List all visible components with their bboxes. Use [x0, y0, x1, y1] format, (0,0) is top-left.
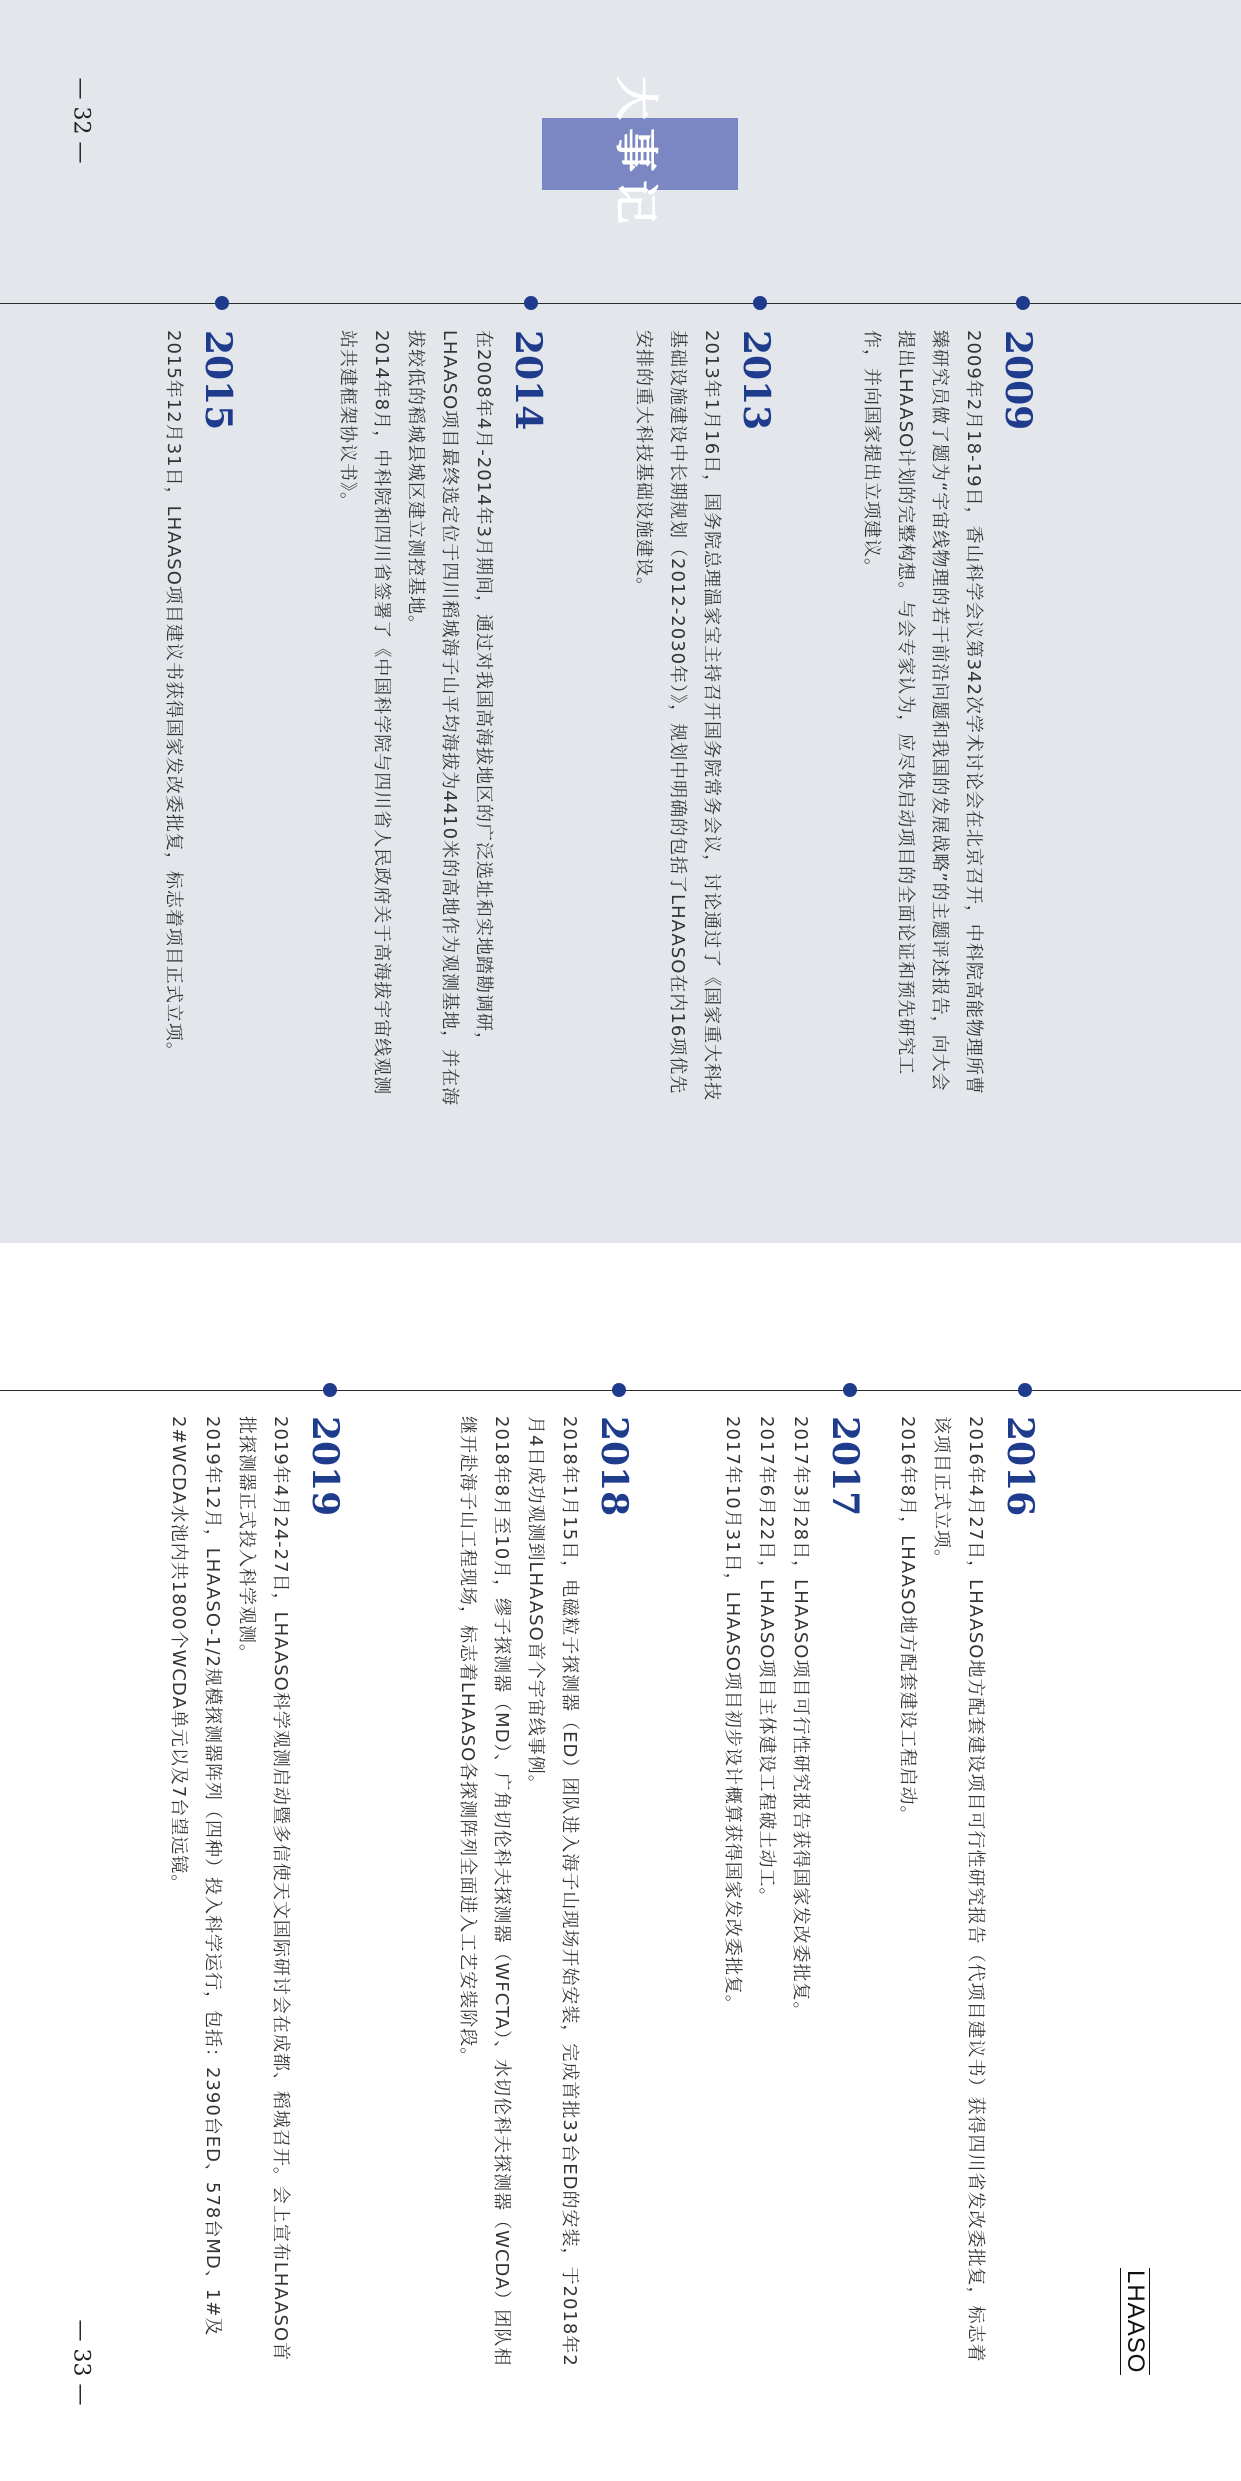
event-year: 2018 — [593, 1416, 635, 1517]
event-2014 — [330, 330, 552, 1110]
event-text: 2009年2月18-19日，香山科学会议第342次学术讨论会在北京召开，中科院高能物理所曹臻研究员做了题为“宇宙线物理的若干前沿问题和我国的发展战略”的主题评述报告，向大会提出LHAASO计划的完整构想。与会专家认为，应尽快启动项目的全面论证和预先研究工作，并向国家提出立项建议。 — [861, 330, 984, 1095]
timeline-dot — [843, 1383, 857, 1397]
event-year: 2016 — [999, 1416, 1041, 1517]
event-year: 2009 — [997, 330, 1039, 431]
event-text: 2013年1月16日，国务院总理温家宝主持召开国务院常务会议，讨论通过了《国家重大科技基础设施建设中长期规划（2012-2030年）》，规划中明确的包括了LHAASO在内16项优先安排的重大科技基础设施建设。 — [633, 330, 722, 1102]
event-2013 — [626, 330, 780, 1110]
event-text: 2019年4月24-27日，LHAASO科学观测启动暨多信使天文国际研讨会在成都、稻城召开。会上宣布LHAASO首批探测器正式投入科学观测。 — [236, 1416, 291, 2362]
section-title: 大事记 — [610, 76, 661, 232]
timeline-top — [0, 303, 1241, 304]
event-text: 2017年10月31日，LHAASO项目初步设计概算获得国家发改委批复。 — [722, 1416, 743, 2014]
page-number-bottom: — 33 — — [68, 2319, 94, 2406]
event-text: 2019年12月，LHAASO-1/2规模探测器阵列（四种）投入科学运行，包括：2390台ED、578台MD、1#及2#WCDA水池内共1800个WCDA单元以及7台望远镜。 — [168, 1416, 223, 2337]
event-year: 2013 — [735, 330, 777, 431]
event-text: 2015年12月31日，LHAASO项目建议书获得国家发改委批复，标志着项目正式立项。 — [163, 330, 184, 1061]
timeline-dot — [612, 1383, 626, 1397]
event-text: 在2008年4月-2014年3月期间，通过对我国高海拔地区的广泛选址和实地踏勘调研，LHAASO项目最终选定位于四川稻城海子山平均海拔为4410米的高地作为观测基地，并在海拔较低的稻城县城区建立测控基地。 — [405, 330, 494, 1107]
event-text: 2016年4月27日，LHAASO地方配套建设项目可行性研究报告（代项目建议书）获得四川省发改委批复，标志着该项目正式立项。 — [931, 1416, 986, 2363]
timeline-dot — [1016, 296, 1030, 310]
event-2018 — [450, 1416, 638, 2376]
timeline-dot — [323, 1383, 337, 1397]
event-2019 — [161, 1416, 349, 2376]
timeline-dot — [524, 296, 538, 310]
section-title-box — [542, 76, 738, 232]
event-2009 — [854, 330, 1042, 1110]
event-text: 2018年8月至10月，缪子探测器（MD）、广角切伦科夫探测器（WFCTA）、水切伦科夫探测器（WCDA）团队相继开赴海子山工程现场，标志着LHAASO各探测阵列全面进入工艺安装阶段。 — [457, 1416, 512, 2367]
timeline-dot — [215, 296, 229, 310]
event-text: 2016年8月，LHAASO地方配套建设工程启动。 — [897, 1416, 918, 1825]
timeline-dot — [753, 296, 767, 310]
event-2017 — [715, 1416, 869, 2376]
event-2016 — [890, 1416, 1044, 2376]
event-year: 2019 — [304, 1416, 346, 1517]
event-year: 2014 — [507, 330, 549, 431]
lhaaso-logo: LHAASO — [1122, 2270, 1149, 2374]
event-year: 2015 — [197, 330, 239, 431]
event-text: 2017年6月22日，LHAASO项目主体建设工程破土动工。 — [756, 1416, 777, 1907]
event-text: 2014年8月，中科院和四川省签署了《中国科学院与四川省人民政府关于高海拔宇宙线观测站共建框架协议书》。 — [337, 330, 392, 1096]
timeline-dot — [1018, 1383, 1032, 1397]
event-year: 2017 — [824, 1416, 866, 1517]
event-2015 — [156, 330, 242, 1110]
event-text: 2018年1月15日，电磁粒子探测器（ED）团队进入海子山现场开始安装，完成首批33台ED的安装，于2018年2月4日成功观测到LHAASO首个宇宙线事例。 — [525, 1416, 580, 2367]
page-number-top: — 32 — — [68, 77, 94, 164]
event-text: 2017年3月28日，LHAASO项目可行性研究报告获得国家发改委批复。 — [790, 1416, 811, 2021]
